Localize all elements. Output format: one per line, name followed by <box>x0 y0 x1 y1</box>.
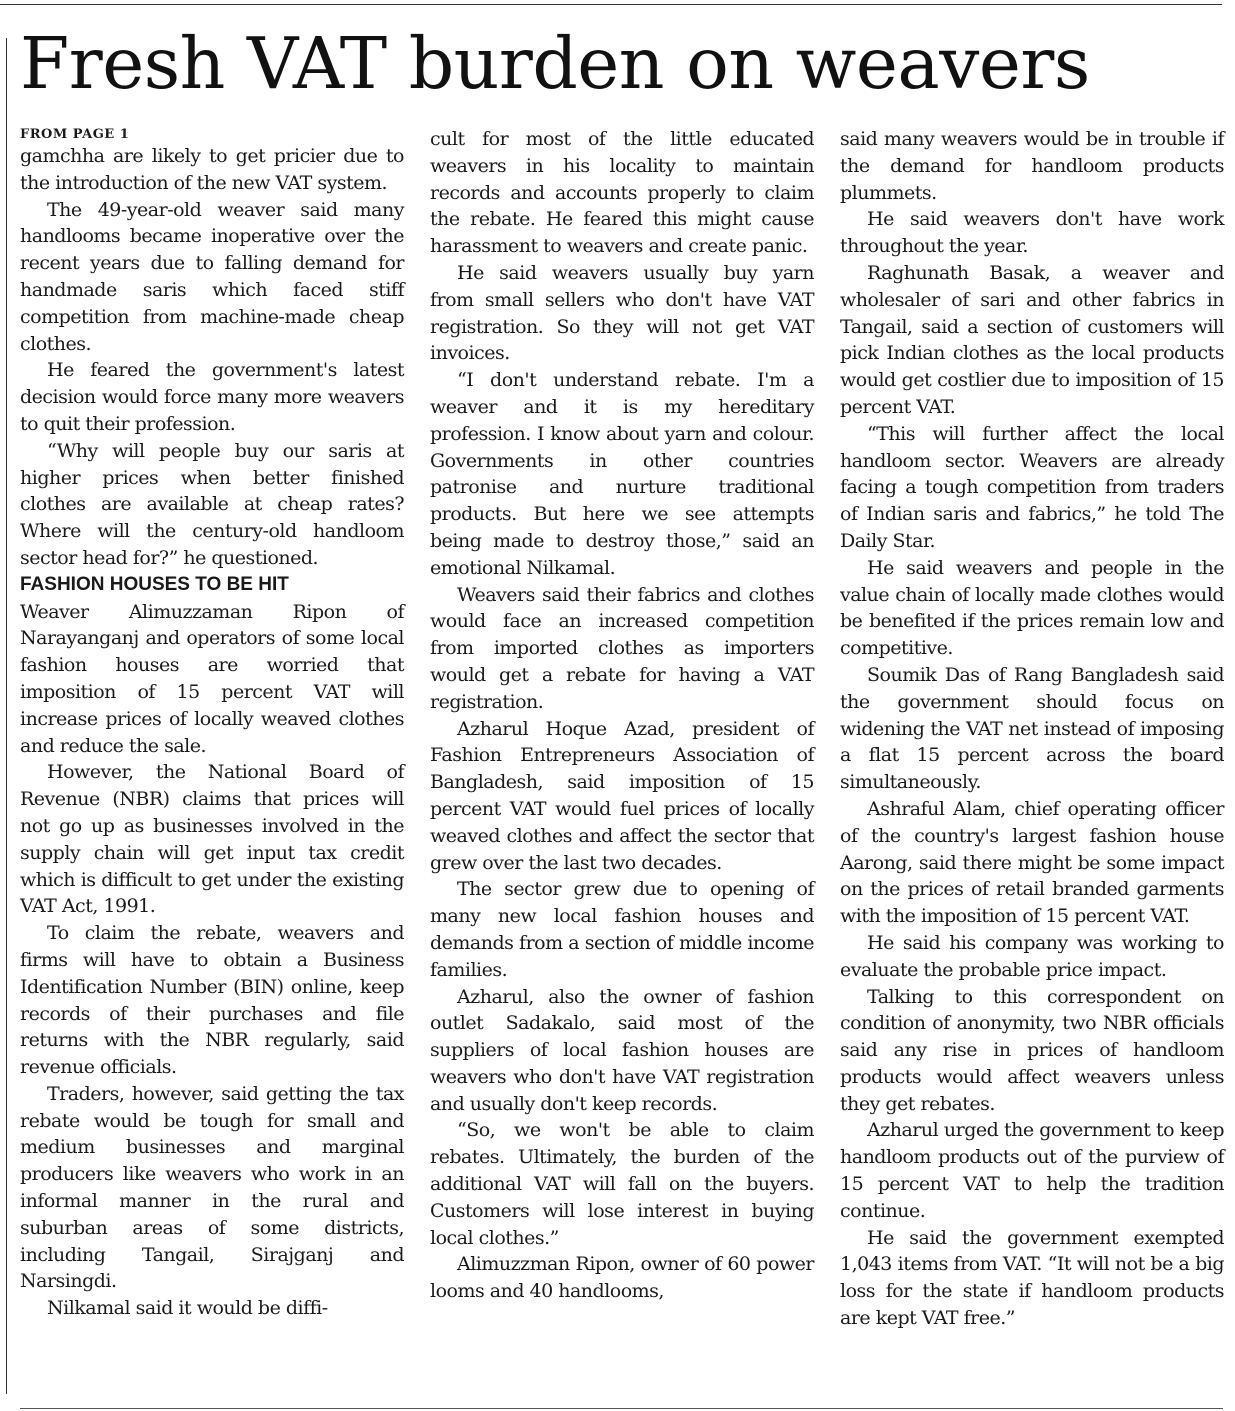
article-paragraph: Nilkamal said it would be diffi- <box>47 1297 328 1320</box>
article-paragraph: “So, we won't be able to claim rebates. Ultimately, the burden of the additional VAT will fall on the buyers. Customers will lose interest in buying local clothes.” <box>430 1119 814 1249</box>
section-subheading: FASHION HOUSES TO BE HIT <box>20 573 289 595</box>
article-paragraph: He feared the government's latest decision would force many more weavers to quit their profession. <box>20 359 404 435</box>
left-rule <box>6 38 7 1394</box>
article-paragraph: said many weavers would be in trouble if the demand for handloom products plummets. <box>840 128 1224 204</box>
article-paragraph: He said weavers and people in the value chain of locally made clothes would be benefited if the prices remain low and competitive. <box>840 556 1224 660</box>
article-paragraph: However, the National Board of Revenue (NBR) claims that prices will not go up as businesses involved in the supply chain will get input tax credit which is difficult to get under the existing VAT Act, 1991. <box>20 761 404 918</box>
article-paragraph: The sector grew due to opening of many new local fashion houses and demands from a section of middle income families. <box>430 878 814 981</box>
article-paragraph: Raghunath Basak, a weaver and wholesaler of sari and other fabrics in Tangail, said a section of customers will pick Indian clothes as the local products would get costlier due to imposition of 15 percent VAT. <box>840 261 1224 418</box>
article-paragraph: The 49-year-old weaver said many handlooms became inoperative over the recent years due to falling demand for handmade saris which faced stiff competition from machine-made cheap clothes. <box>20 198 404 355</box>
article-paragraph: Weaver Alimuzzaman Ripon of Narayanganj and operators of some local fashion houses are worried that imposition of 15 percent VAT will increase prices of locally weaved clothes and reduce the sale. <box>20 600 404 757</box>
article-paragraph: cult for most of the little educated weavers in his locality to maintain records and accounts properly to claim the rebate. He feared this might cause harassment to weavers and create panic. <box>430 128 814 258</box>
article-column-1 <box>20 126 404 1322</box>
article-paragraph: Traders, however, said getting the tax rebate would be tough for small and medium businesses and marginal producers like weavers who work in an informal manner in the rural and suburban areas of some districts, including Tangail, Sirajganj and Narsingdi. <box>20 1082 404 1293</box>
article-paragraph: Ashraful Alam, chief operating officer of the country's largest fashion house Aarong, said there might be some impact on the prices of retail branded garments with the imposition of 15 percent VAT. <box>840 797 1224 928</box>
article-paragraph: gamchha are likely to get pricier due to the introduction of the new VAT system. <box>20 145 404 194</box>
article-paragraph: Soumik Das of Rang Bangladesh said the government should focus on widening the VAT net instead of imposing a flat 15 percent across the board simultaneously. <box>840 663 1224 794</box>
article-paragraph: Azharul, also the owner of fashion outlet Sadakalo, said most of the suppliers of local fashion houses are weavers who don't have VAT registration and usually don't keep records. <box>430 985 814 1115</box>
column-body <box>20 143 404 1322</box>
article-paragraph: He said his company was working to evaluate the probable price impact. <box>840 931 1224 981</box>
article-paragraph: Azharul Hoque Azad, president of Fashion Entrepreneurs Association of Bangladesh, said imposition of 15 percent VAT would fuel prices of locally weaved clothes and affect the sector that grew over the last two decades. <box>430 717 814 874</box>
column-body <box>840 126 1224 1332</box>
article-paragraph: To claim the rebate, weavers and firms will have to obtain a Business Identification Number (BIN) online, keep records of their purchases and file returns with the NBR regularly, said revenue officials. <box>20 922 404 1079</box>
headline: Fresh VAT burden on weavers <box>20 22 1090 105</box>
article-column-3 <box>840 126 1224 1332</box>
article-paragraph: He said weavers don't have work throughout the year. <box>840 208 1224 258</box>
article-paragraph: Azharul urged the government to keep handloom products out of the purview of 15 percent VAT to help the tradition continue. <box>840 1119 1224 1222</box>
from-page-kicker: FROM PAGE 1 <box>20 127 130 142</box>
article-paragraph: “I don't understand rebate. I'm a weaver and it is my hereditary profession. I know about yarn and colour. Governments in other countries patronise and nurture traditional products. But here we see attempts being made to destroy those,” said an emotional Nilkamal. <box>430 369 814 579</box>
article-paragraph: Talking to this correspondent on condition of anonymity, two NBR officials said any rise in prices of handloom products would affect weavers unless they get rebates. <box>840 985 1224 1115</box>
bottom-rule <box>20 1408 1223 1409</box>
top-rule <box>0 4 1222 5</box>
article-paragraph: Alimuzzman Ripon, owner of 60 power looms and 40 handlooms, <box>430 1253 814 1303</box>
article-paragraph: Weavers said their fabrics and clothes would face an increased competition from imported clothes as importers would get a rebate for having a VAT registration. <box>430 583 814 713</box>
article-paragraph: “This will further affect the local handloom sector. Weavers are already facing a tough competition from traders of Indian saris and fabrics,” he told The Daily Star. <box>840 422 1224 552</box>
article-column-2 <box>430 126 814 1305</box>
article-paragraph: He said the government exempted 1,043 items from VAT. “It will not be a big loss for the state if handloom products are kept VAT free.” <box>840 1226 1224 1330</box>
article-paragraph: He said weavers usually buy yarn from small sellers who don't have VAT registration. So they will not get VAT invoices. <box>430 261 814 365</box>
article-paragraph: “Why will people buy our saris at higher prices when better finished clothes are available at cheap rates? Where will the century-old handloom sector head for?” he questioned. <box>20 439 404 569</box>
column-body <box>430 126 814 1305</box>
